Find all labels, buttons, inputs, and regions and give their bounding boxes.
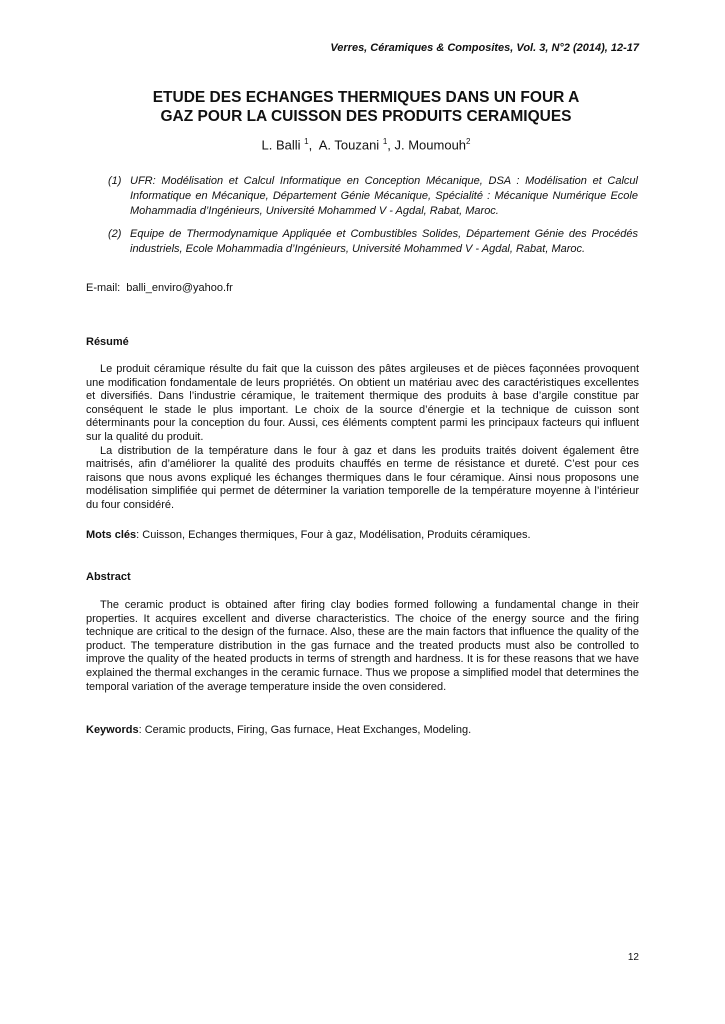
keywords (86, 724, 639, 736)
author-affiliation-mark: 1 (304, 137, 309, 146)
page-number: 12 (627, 952, 639, 963)
journal-header: Verres, Céramiques & Composites, Vol. 3, N°2 (2014), 12-17 (330, 42, 639, 54)
affiliation-text: UFR: Modélisation et Calcul Informatique en Conception Mécanique, DSA : Modélisation et Calcul Informatique en Mécanique, Département Génie Mécanique, Spécialité : Mécanique Numérique Ecole Mohammadia d’Ingénieurs, Université Mohammed V - Agdal, Rabat, Maroc. (130, 175, 638, 217)
affiliation-number: (1) (108, 175, 122, 187)
resume-paragraph-1: Le produit céramique résulte du fait que la cuisson des pâtes argileuses et de pièces façonnées provoquent une modification fondamentale de leurs propriétés. On obtient un matériau avec des caractéristiques excellentes et diversifiés. Dans l’industrie céramique, le traitement thermique des produits à base d’argile constitue par conséquent le stade le plus important. Le choix de la source d’énergie et la technique de cuisson sont déterminants pour la conception du four. Aussi, ces éléments comptent parmi les principaux facteurs qui influent sur la qualité du produit. (86, 363, 639, 443)
paper-title (86, 88, 646, 126)
email-address[interactable]: balli_enviro@yahoo.fr (126, 282, 233, 294)
affiliation-text: Equipe de Thermodynamique Appliquée et Combustibles Solides, Département Génie des Procédés industriels, Ecole Mohammadia d’Ingénieurs, Université Mohammed V - Agdal, Rabat, Maroc. (130, 228, 638, 255)
author-affiliation-mark: 1 (382, 137, 388, 146)
author-name: L. Balli (261, 137, 301, 153)
mots-cles-label: Mots clés (86, 529, 137, 541)
keywords-values: : Ceramic products, Firing, Gas furnace, Heat Exchanges, Modeling. (138, 724, 472, 736)
email-label: E-mail: (86, 282, 121, 294)
abstract-paragraph-1: The ceramic product is obtained after firing clay bodies formed following a fundamental change in their properties. It acquires excellent and diverse characteristics. The choice of the energy source and the firing technique are critical to the design of the furnace. Also, these are the main factors that influence the quality of the product. The temperature distribution in the gas furnace and the treated products must also be controlled to improve the quality of the heated products in terms of strength and hardness. It is for these reasons that we have explained the thermal exchanges in the ceramic furnace. Thus we propose a simplified model that determines the temporal variation of the average temperature inside the oven considered. (86, 599, 639, 693)
abstract-heading: Abstract (86, 571, 131, 583)
mots-cles (86, 529, 639, 541)
author-name: A. Touzani (318, 137, 380, 153)
author-separator: , (308, 137, 319, 153)
resume-heading: Résumé (86, 336, 129, 348)
title-line-2: GAZ POUR LA CUISSON DES PRODUITS CERAMIQUES (160, 108, 572, 125)
title-line-1: ETUDE DES ECHANGES THERMIQUES DANS UN FOUR A (152, 89, 580, 106)
contact-email (86, 282, 233, 294)
affiliation-2 (108, 227, 638, 257)
keywords-label: Keywords (86, 724, 139, 736)
resume-paragraph-2: La distribution de la température dans le four à gaz et dans les produits traités doivent également être maitrisés, afin d’améliorer la qualité des produits chauffés en terme de résistance et dureté. C’est pour ces raisons que nous avons expliqué les échanges thermiques dans le four céramique. Ainsi nous proposons une modélisation simplifiée qui permet de déterminer la variation temporelle de la température moyenne à l’intérieur du four considéré. (86, 444, 639, 511)
resume-body (86, 363, 639, 513)
affiliation-1 (108, 174, 638, 219)
abstract-body (86, 599, 639, 694)
author-separator: , (387, 137, 395, 153)
affiliation-number: (2) (108, 228, 122, 240)
author-list (86, 137, 646, 152)
author-name: J. Moumouh (394, 137, 467, 153)
mots-cles-values: : Cuisson, Echanges thermiques, Four à gaz, Modélisation, Produits céramiques. (136, 529, 531, 541)
author-affiliation-mark: 2 (466, 137, 471, 146)
